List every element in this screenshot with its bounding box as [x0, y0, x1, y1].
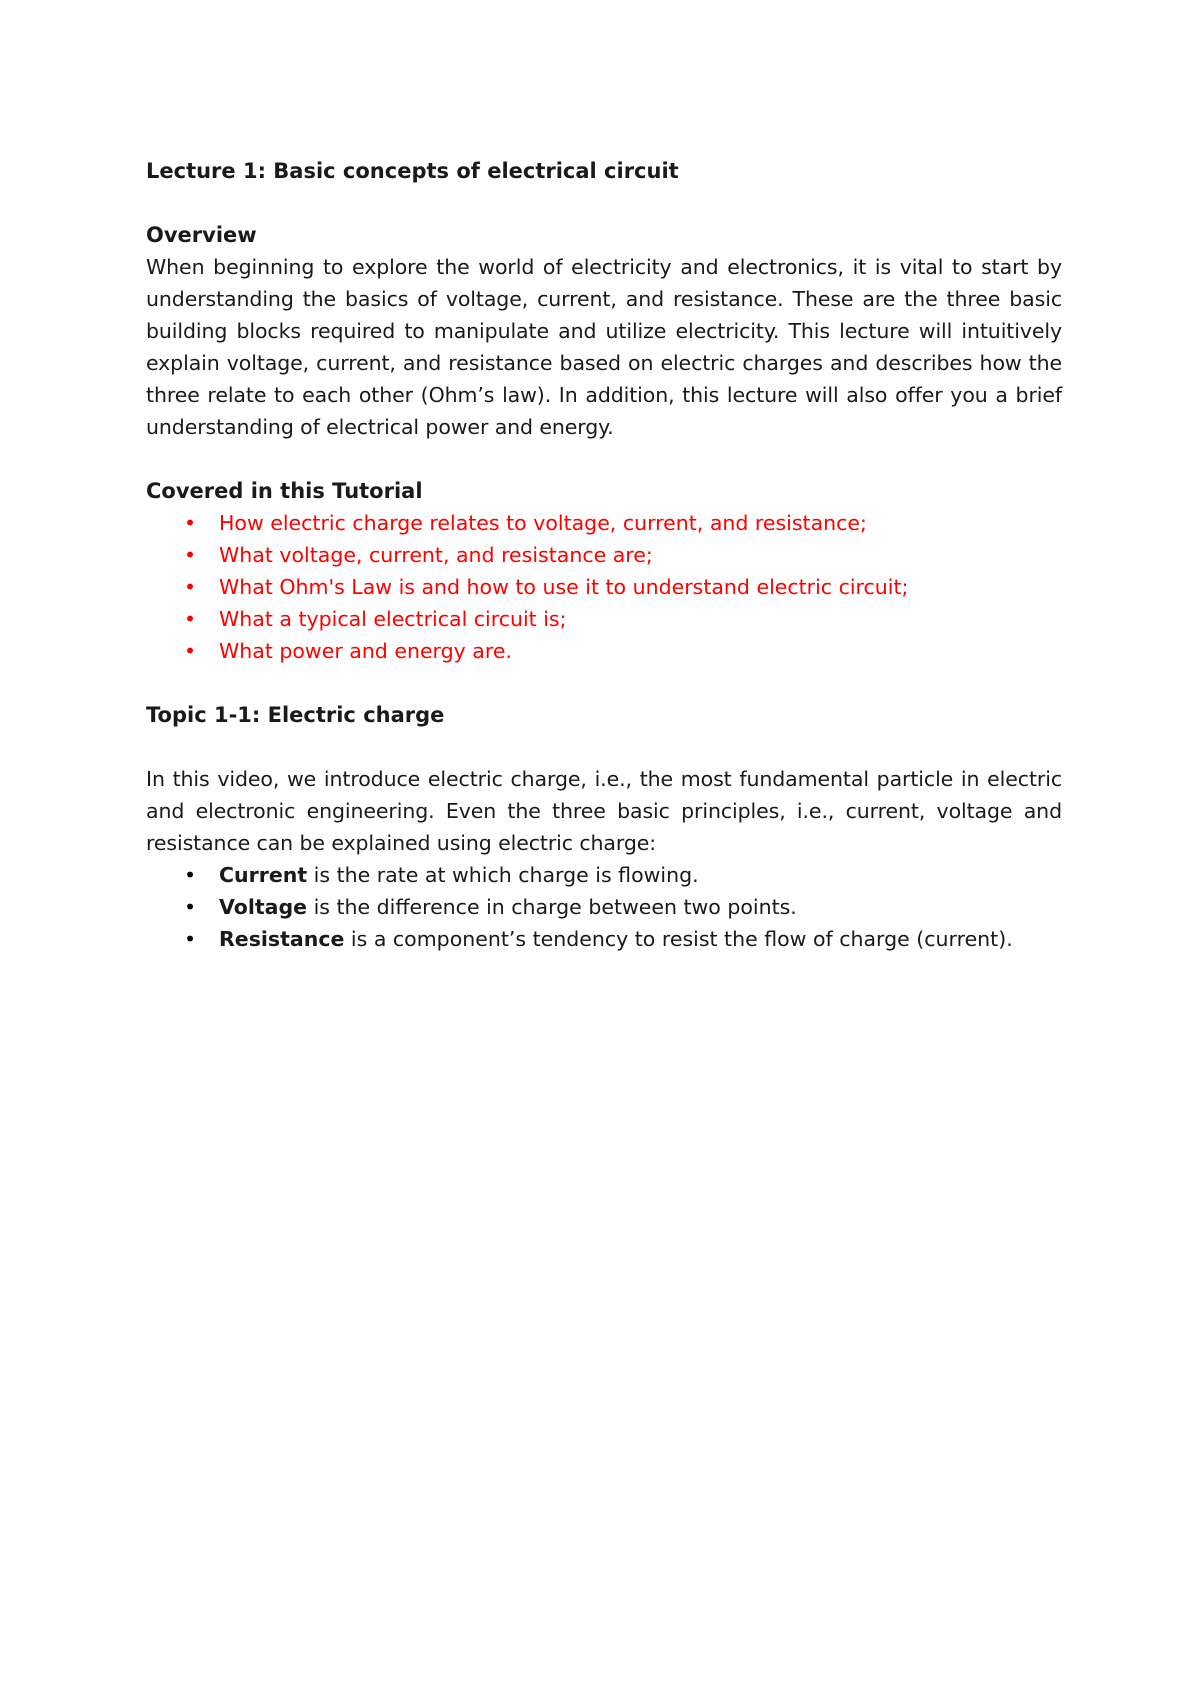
- term-label: Voltage: [219, 895, 308, 919]
- bullet-icon: •: [184, 895, 197, 919]
- spacer: [146, 443, 1062, 475]
- list-item: • What a typical electrical circuit is;: [146, 603, 1062, 635]
- spacer: [146, 731, 1062, 763]
- document-page: [146, 155, 1062, 955]
- bullet-icon: •: [184, 575, 197, 599]
- topic-heading: Topic 1-1: Electric charge: [146, 703, 445, 727]
- list-item: • What power and energy are.: [146, 635, 1062, 667]
- list-item: • What Ohm's Law is and how to use it to understand electric circuit;: [146, 571, 1062, 603]
- overview-paragraph: When beginning to explore the world of electricity and electronics, it is vital to start by understanding the basics of voltage, current, and resistance. These are the three basic building blocks required to manipulate and utilize electricity. This lecture will intuitively explain voltage, current, and resistance based on electric charges and describes how the three relate to each other (Ohm’s law). In addition, this lecture will also offer you a brief understanding of electrical power and energy.: [146, 255, 1062, 439]
- list-item-current: • Current is the rate at which charge is flowing.: [146, 859, 1062, 891]
- list-item: • What voltage, current, and resistance are;: [146, 539, 1062, 571]
- document-title: Lecture 1: Basic concepts of electrical circuit: [146, 159, 679, 183]
- covered-list: [146, 507, 1062, 667]
- list-item-resistance: • Resistance is a component’s tendency to resist the flow of charge (current).: [146, 923, 1062, 955]
- bullet-icon: •: [184, 863, 197, 887]
- bullet-icon: •: [184, 543, 197, 567]
- bullet-icon: •: [184, 927, 197, 951]
- list-item-voltage: • Voltage is the difference in charge between two points.: [146, 891, 1062, 923]
- overview-heading: Overview: [146, 223, 257, 247]
- bullet-icon: •: [184, 607, 197, 631]
- bullet-icon: •: [184, 511, 197, 535]
- list-item: • How electric charge relates to voltage, current, and resistance;: [146, 507, 1062, 539]
- spacer: [146, 667, 1062, 699]
- bullet-icon: •: [184, 639, 197, 663]
- topic-paragraph: In this video, we introduce electric charge, i.e., the most fundamental particle in electric and electronic engineering. Even the three basic principles, i.e., current, voltage and resistance can be explained using electric charge:: [146, 767, 1062, 855]
- principles-list: [146, 859, 1062, 955]
- term-label: Resistance: [219, 927, 345, 951]
- covered-heading: Covered in this Tutorial: [146, 479, 423, 503]
- term-label: Current: [219, 863, 308, 887]
